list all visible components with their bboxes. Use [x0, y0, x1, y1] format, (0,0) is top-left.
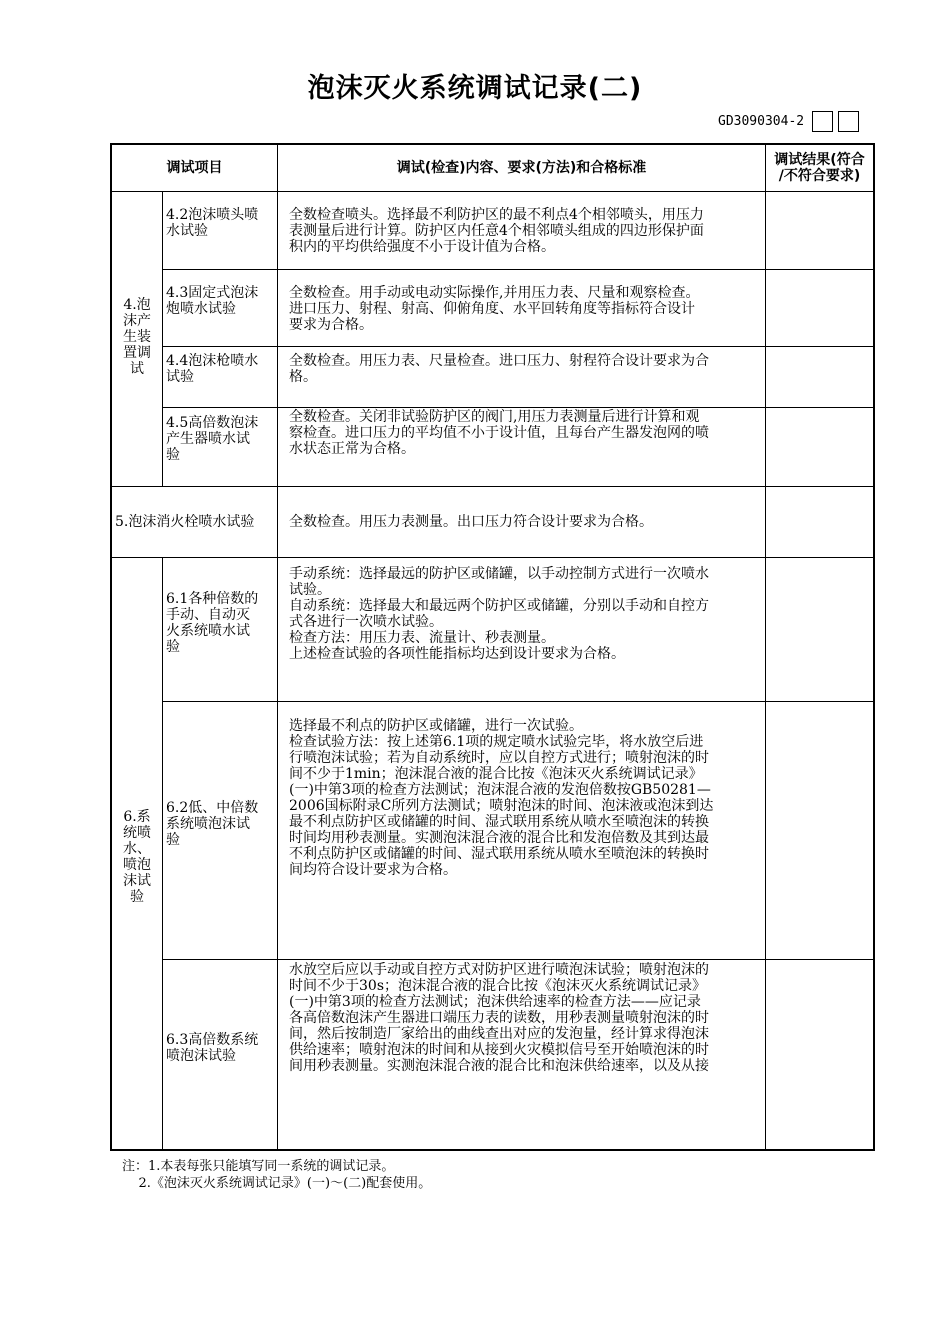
item-5: 5.泡沫消火栓喷水试验: [115, 514, 255, 530]
item-4-4: 4.4泡沫枪喷水 试验: [166, 353, 259, 385]
header-result: 调试结果(符合 /不符合要求): [774, 152, 865, 184]
content-4-5: 全数检查。关闭非试验防护区的阀门,用压力表测量后进行计算和观 察检查。进口压力的平均值不小于设计值，且每台产生器发泡网的喷 水状态正常为合格。: [289, 409, 709, 457]
form-code: GD3090304-2: [718, 114, 805, 129]
form-title: 泡沫灭火系统调试记录(二): [307, 73, 643, 104]
header-content: 调试(检查)内容、要求(方法)和合格标准: [396, 160, 647, 176]
result-cell-4-4[interactable]: [766, 347, 873, 407]
result-cell-6-1[interactable]: [766, 558, 873, 701]
item-6-3: 6.3高倍数系统 喷泡沫试验: [166, 1032, 259, 1064]
content-6-3: 水放空后应以手动或自控方式对防护区进行喷泡沫试验；喷射泡沫的 时间不少于30s；泡沫混合液的混合比按《泡沫灭火系统调试记录》 (一)中第3项的检查方法测试；泡沫供给速率的检查方法——应记录 各高倍数泡沫产生器进口端压力表的读数，用秒表测量喷射泡沫的时 间，然后按制造厂家给出的曲线查出对应的发泡量，经计算求得泡沫 供给速率；喷射泡沫的时间和从接到火灾模拟信号至开始喷泡沫的时 间用秒表测量。实测泡沫混合液的混合比和泡沫供给速率，以及从接: [289, 962, 709, 1074]
content-4-4: 全数检查。用压力表、尺量检查。进口压力、射程符合设计要求为合 格。: [289, 353, 709, 385]
item-4-2: 4.2泡沫喷头喷 水试验: [166, 207, 259, 239]
footnotes: 注：1.本表每张只能填写同一系统的调试记录。 2.《泡沫灭火系统调试记录》(一)～(二)配套使用。: [122, 1159, 432, 1191]
content-5: 全数检查。用压力表测量。出口压力符合设计要求为合格。: [289, 514, 653, 530]
header-item: 调试项目: [166, 160, 223, 176]
item-6-1: 6.1各种倍数的 手动、自动灭 火系统喷水试 验: [166, 591, 259, 655]
item-6-2: 6.2低、中倍数 系统喷泡沫试 验: [166, 800, 259, 848]
item-4-5: 4.5高倍数泡沫 产生器喷水试 验: [166, 415, 259, 463]
item-4-3: 4.3固定式泡沫 炮喷水试验: [166, 285, 259, 317]
result-cell-6-2[interactable]: [766, 702, 873, 959]
result-cell-4-2[interactable]: [766, 192, 873, 269]
group4-label: 4.泡 沫产 生装 置调 试: [123, 297, 151, 377]
content-6-2: 选择最不利点的防护区或储罐，进行一次试验。 检查试验方法：按上述第6.1项的规定喷水试验完毕，将水放空后进 行喷泡沫试验；若为自动系统时，应以自控方式进行；喷射泡沫的时 间不少于1min；泡沫混合液的混合比按《泡沫灭火系统调试记录》 (一)中第3项的检查方法测试；泡沫混合液的发泡倍数按GB50281— 2006国标附录C所列方法测试；喷射泡沫的时间、泡沫液或泡沫到达 最不利点防护区或储罐的时间、湿式联用系统从喷水至喷泡沫的转换 时间均用秒表测量。实测泡沫混合液的混合比和发泡倍数及其到达最 不利点防护区或储罐的时间、湿式联用系统从喷水至喷泡沫的转换时 间均符合设计要求为合格。: [289, 718, 714, 878]
result-cell-6-3[interactable]: [766, 960, 873, 1149]
group6-label: 6.系 统喷 水、 喷泡 沫试 验: [123, 809, 151, 905]
result-cell-4-3[interactable]: [766, 270, 873, 346]
form-code-box-2[interactable]: [838, 111, 859, 132]
result-cell-5[interactable]: [766, 487, 873, 557]
commissioning-record-table: [110, 143, 875, 1151]
content-6-1: 手动系统：选择最远的防护区或储罐，以手动控制方式进行一次喷水 试验。 自动系统：选择最大和最远两个防护区或储罐，分别以手动和自控方 式各进行一次喷水试验。 检查方法：用压力表、流量计、秒表测量。 上述检查试验的各项性能指标均达到设计要求为合格。: [289, 566, 709, 662]
content-4-2: 全数检查喷头。选择最不利防护区的最不利点4个相邻喷头，用压力 表测量后进行计算。防护区内任意4个相邻喷头组成的四边形保护面 积内的平均供给强度不小于设计值为合格。: [289, 207, 704, 255]
content-4-3: 全数检查。用手动或电动实际操作,并用压力表、尺量和观察检查。 进口压力、射程、射高、仰俯角度、水平回转角度等指标符合设计 要求为合格。: [289, 285, 700, 333]
result-cell-4-5[interactable]: [766, 408, 873, 486]
form-code-box-1[interactable]: [812, 111, 833, 132]
